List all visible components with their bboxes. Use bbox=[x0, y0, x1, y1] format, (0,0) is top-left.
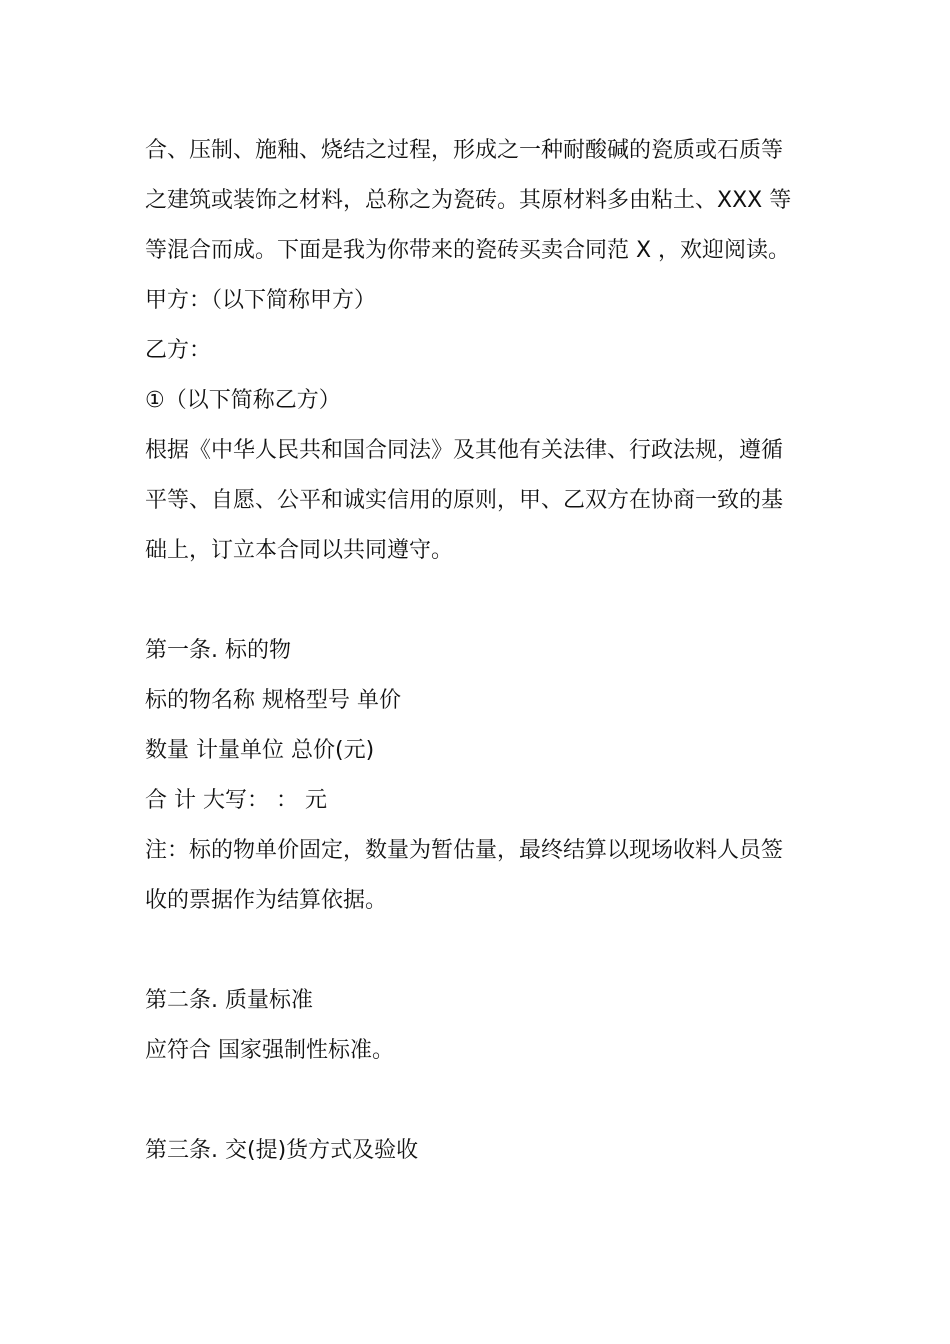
intro-line-2: 之建筑或装饰之材料，总称之为瓷砖。其原材料多由粘土、XXX 等 bbox=[145, 188, 792, 213]
preamble-line-2: 平等、自愿、公平和诚实信用的原则，甲、乙双方在协商一致的基 bbox=[145, 488, 784, 513]
party-b-line: 乙方： bbox=[145, 338, 212, 363]
document-body bbox=[145, 126, 810, 1176]
article-1-title: 第一条. 标的物 bbox=[145, 638, 291, 663]
article-1-row-2: 数量 计量单位 总价(元) bbox=[145, 738, 375, 763]
spacer bbox=[145, 1076, 810, 1126]
article-2-text: 应符合 国家强制性标准。 bbox=[145, 1038, 394, 1063]
article-1-note-line-1: 注：标的物单价固定，数量为暂估量，最终结算以现场收料人员签 bbox=[145, 838, 784, 863]
article-1-total: 合 计 大写： ： 元 bbox=[145, 788, 327, 813]
article-2-title: 第二条. 质量标准 bbox=[145, 988, 313, 1013]
spacer bbox=[145, 576, 810, 626]
preamble-line-1: 根据《中华人民共和国合同法》及其他有关法律、行政法规，遵循 bbox=[145, 438, 784, 463]
spacer bbox=[145, 926, 810, 976]
party-a-line: 甲方：（以下简称甲方） bbox=[145, 288, 377, 313]
intro-line-1: 合、压制、施釉、烧结之过程，形成之一种耐酸碱的瓷质或石质等 bbox=[145, 138, 784, 163]
intro-line-3: 等混合而成。下面是我为你带来的瓷砖买卖合同范 X ，欢迎阅读。 bbox=[145, 238, 791, 263]
article-1-note-line-2: 收的票据作为结算依据。 bbox=[145, 888, 388, 913]
article-3-title: 第三条. 交(提)货方式及验收 bbox=[145, 1138, 419, 1163]
party-b-note-line: ①（以下简称乙方） bbox=[145, 388, 341, 413]
article-1-row-1: 标的物名称 规格型号 单价 bbox=[145, 688, 401, 713]
preamble-line-3: 础上，订立本合同以共同遵守。 bbox=[145, 538, 454, 563]
